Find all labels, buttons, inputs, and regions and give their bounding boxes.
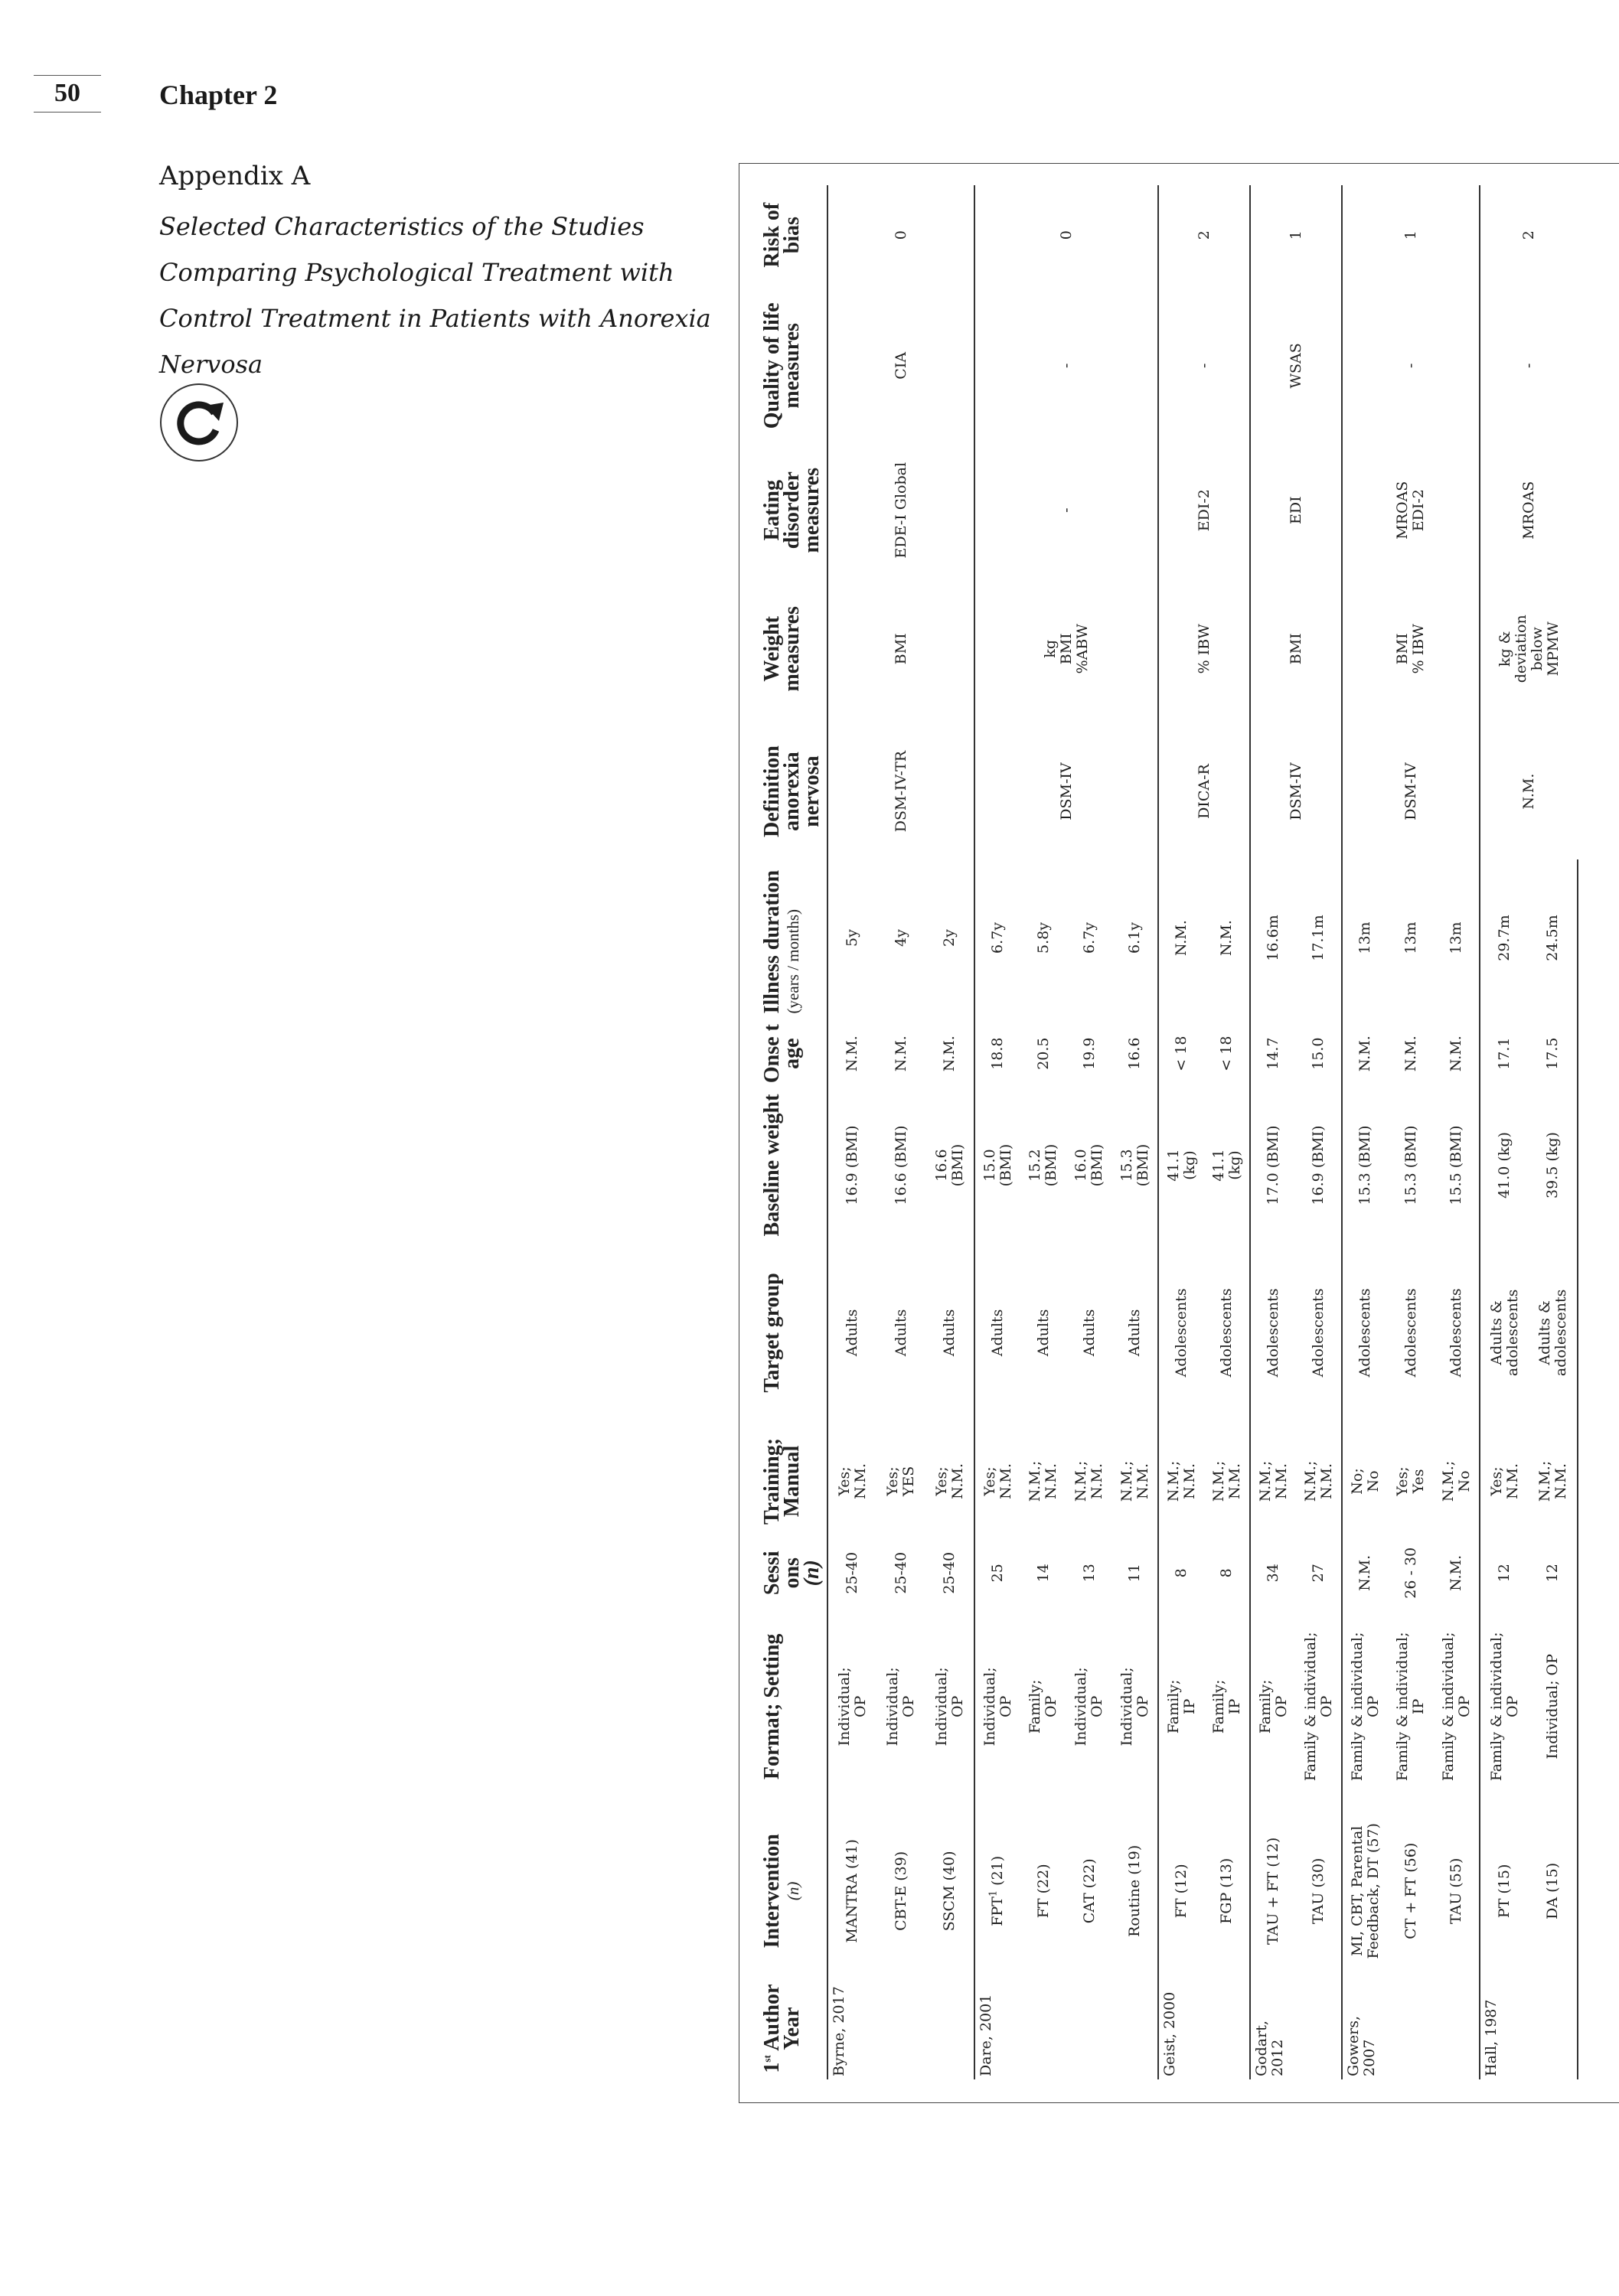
illness-cell: N.M.	[1158, 859, 1204, 1017]
training-cell: N.M.; N.M.	[1027, 1460, 1059, 1502]
onset-cell: N.M.	[892, 1035, 909, 1072]
baseline-cell: 41.0 (kg)	[1480, 1091, 1529, 1240]
sessions-cell: 12	[1480, 1537, 1529, 1609]
onset-cell: N.M.	[827, 1016, 876, 1090]
baseline-cell: 16.9 (BMI)	[827, 1091, 876, 1240]
weight-measures-cell: kg BMI %ABW	[974, 574, 1158, 723]
sessions-cell: 27	[1310, 1564, 1327, 1583]
rotate-clockwise-icon[interactable]	[159, 383, 239, 462]
baseline-cell: 39.5 (kg)	[1529, 1091, 1578, 1240]
qol-measures-cell: -	[1342, 285, 1480, 446]
qol-measures-cell: -	[1480, 285, 1578, 446]
training-cell: N.M.; N.M.	[1158, 1426, 1204, 1538]
onset-cell: 20.5	[1034, 1037, 1052, 1070]
author-cell	[1388, 1978, 1434, 2079]
table-header-row	[762, 185, 827, 2079]
onset-cell: < 18	[1158, 1016, 1204, 1090]
baseline-cell: 15.3 (BMI)	[1118, 1143, 1151, 1187]
qol-measures-cell: WSAS	[1250, 285, 1342, 446]
intervention-cell: CAT (22)	[1080, 1858, 1098, 1924]
intervention-cell: TAU (30)	[1310, 1857, 1327, 1925]
target-cell: Adults	[827, 1240, 876, 1425]
intervention-cell: TAU + FT (12)	[1250, 1804, 1296, 1978]
format-cell: Individual; OP	[827, 1609, 876, 1804]
target-cell: Adolescents	[1448, 1288, 1464, 1378]
target-cell: Adolescents	[1250, 1240, 1296, 1425]
intervention-cell: CT + FT (56)	[1402, 1842, 1419, 1939]
onset-cell: 18.8	[974, 1016, 1020, 1090]
baseline-cell: 15.2 (BMI)	[1027, 1143, 1059, 1187]
definition-cell: DSM-IV-TR	[827, 723, 974, 859]
baseline-cell: 15.5 (BMI)	[1448, 1125, 1464, 1205]
illness-cell: 17.1m	[1310, 915, 1327, 961]
format-cell: Family & individual; OP	[1342, 1609, 1388, 1804]
sessions-cell: 25	[974, 1537, 1020, 1609]
format-cell: Family; OP	[1250, 1609, 1296, 1804]
author-cell	[1066, 1978, 1112, 2079]
training-cell: N.M.; N.M.	[1301, 1460, 1335, 1502]
onset-cell: < 18	[1218, 1035, 1235, 1071]
target-cell: Adolescents	[1310, 1288, 1327, 1378]
author-cell	[1020, 1978, 1066, 2079]
format-cell: Family; IP	[1209, 1679, 1243, 1734]
author-cell: Godart, 2012	[1250, 1978, 1296, 2079]
target-cell: Adolescents	[1158, 1240, 1204, 1425]
intervention-cell: FGP (13)	[1218, 1857, 1235, 1924]
risk-of-bias-cell: 2	[1480, 185, 1578, 285]
eating-measures-cell: MROAS	[1480, 446, 1578, 574]
training-cell: Yes; N.M.	[974, 1426, 1020, 1538]
risk-of-bias-cell: 0	[974, 185, 1158, 285]
risk-of-bias-cell: 2	[1158, 185, 1250, 285]
eating-measures-cell: -	[974, 446, 1158, 574]
qol-measures-cell: -	[1158, 285, 1250, 446]
rotated-table-container	[739, 164, 1619, 2103]
sessions-cell: 26 - 30	[1402, 1547, 1419, 1599]
target-cell: Adults	[941, 1309, 958, 1357]
qol-measures-cell: CIA	[827, 285, 974, 446]
onset-cell: 17.5	[1529, 1016, 1578, 1090]
target-cell: Adolescents	[1218, 1288, 1235, 1378]
sessions-cell: N.M.	[1448, 1554, 1464, 1591]
author-cell: Dare, 2001	[974, 1978, 1020, 2079]
illness-cell: 13m	[1448, 921, 1464, 954]
eating-measures-cell: MROAS EDI-2	[1342, 446, 1480, 574]
target-cell: Adolescents	[1342, 1240, 1388, 1425]
definition-cell: DSM-IV	[1342, 723, 1480, 859]
illness-cell: 29.7m	[1480, 859, 1529, 1017]
table-row	[1480, 185, 1529, 2079]
intervention-cell: Routine (19)	[1126, 1844, 1143, 1937]
baseline-cell: 17.0 (BMI)	[1250, 1091, 1296, 1240]
header-baseline: Baseline weight	[762, 1091, 827, 1240]
author-cell: Hall, 1987	[1480, 1978, 1529, 2079]
training-cell: N.M.; N.M.	[1209, 1460, 1243, 1502]
onset-cell: N.M.	[941, 1035, 958, 1072]
author-cell	[1204, 1978, 1250, 2079]
header-definition: Definition anorexia nervosa	[762, 723, 827, 859]
format-cell: Family; IP	[1158, 1609, 1204, 1804]
baseline-cell: 16.9 (BMI)	[1310, 1125, 1327, 1205]
definition-cell: DSM-IV	[974, 723, 1158, 859]
weight-measures-cell: BMI % IBW	[1342, 574, 1480, 723]
weight-measures-cell: kg & deviation below MPMW	[1480, 574, 1578, 723]
header-target: Target group	[762, 1240, 827, 1425]
illness-cell: 13m	[1402, 921, 1419, 954]
sessions-cell: 13	[1080, 1564, 1098, 1583]
sessions-cell: 14	[1034, 1564, 1052, 1583]
page-number-rule-bottom	[34, 112, 101, 113]
eating-measures-cell: EDE-I Global	[827, 446, 974, 574]
baseline-cell: 15.0 (BMI)	[974, 1091, 1020, 1240]
weight-measures-cell: BMI	[1250, 574, 1342, 723]
onset-cell: 14.7	[1250, 1016, 1296, 1090]
weight-measures-cell: BMI	[827, 574, 974, 723]
target-cell: Adults & adolescents	[1529, 1240, 1578, 1425]
training-cell: N.M.; N.M.	[1118, 1460, 1151, 1502]
header-qol: Quality of life measures	[762, 285, 827, 446]
sessions-cell: N.M.	[1342, 1537, 1388, 1609]
intervention-cell: FT (12)	[1158, 1804, 1204, 1978]
studies-table	[762, 185, 1578, 2079]
format-cell: Individual; OP	[1529, 1609, 1578, 1804]
eating-measures-cell: EDI	[1250, 446, 1342, 574]
illness-cell: 16.6m	[1250, 859, 1296, 1017]
definition-cell: DSM-IV	[1250, 723, 1342, 859]
table-row	[1342, 185, 1388, 2079]
training-cell: N.M.; N.M.	[1250, 1426, 1296, 1538]
intervention-cell: MANTRA (41)	[827, 1804, 876, 1978]
training-cell: N.M.; N.M.	[1529, 1426, 1578, 1538]
risk-of-bias-cell: 0	[827, 185, 974, 285]
target-cell: Adults	[974, 1240, 1020, 1425]
page-number-rule-top	[34, 75, 101, 76]
target-cell: Adults	[1126, 1309, 1143, 1357]
studies-table-frame	[739, 163, 1619, 2103]
format-cell: Family; OP	[1027, 1679, 1059, 1734]
illness-cell: 6.1y	[1126, 922, 1143, 954]
definition-cell: DICA-R	[1158, 723, 1250, 859]
format-cell: Individual; OP	[884, 1667, 917, 1746]
author-cell: Byrne, 2017	[827, 1978, 876, 2079]
onset-cell: 15.0	[1310, 1037, 1327, 1070]
risk-of-bias-cell: 1	[1250, 185, 1342, 285]
baseline-cell: 16.6 (BMI)	[932, 1143, 966, 1187]
qol-measures-cell: -	[974, 285, 1158, 446]
illness-cell: 4y	[892, 929, 909, 947]
author-cell	[876, 1978, 925, 2079]
format-cell: Individual; OP	[974, 1609, 1020, 1804]
training-cell: No; No	[1342, 1426, 1388, 1538]
header-intervention: Intervention (n)	[762, 1804, 827, 1978]
author-cell: Gowers, 2007	[1342, 1978, 1388, 2079]
eating-measures-cell: EDI-2	[1158, 446, 1250, 574]
table-row	[974, 185, 1020, 2079]
format-cell: Individual; OP	[1118, 1667, 1151, 1746]
training-cell: Yes; N.M.	[1480, 1426, 1529, 1538]
training-cell: N.M.; N.M.	[1072, 1460, 1105, 1502]
illness-cell: 6.7y	[1080, 922, 1098, 954]
header-format: Format; Setting	[762, 1609, 827, 1804]
intervention-cell: MI, CBT, Parental Feedback, DT (57)	[1342, 1804, 1388, 1978]
illness-cell: 5.8y	[1034, 922, 1052, 954]
header-author: 1st Author Year	[762, 1978, 827, 2079]
target-cell: Adults	[892, 1309, 909, 1357]
author-cell	[1529, 1978, 1578, 2079]
format-cell: Family & individual; OP	[1301, 1632, 1335, 1782]
header-sessions: Sessi ons (n)	[762, 1537, 827, 1609]
header-weight: Weight measures	[762, 574, 827, 723]
target-cell: Adults	[1080, 1309, 1098, 1357]
target-cell: Adults	[1034, 1309, 1052, 1357]
sessions-cell: 8	[1218, 1568, 1235, 1578]
target-cell: Adolescents	[1402, 1288, 1419, 1378]
baseline-cell: 41.1 (kg)	[1209, 1149, 1243, 1182]
onset-cell: 17.1	[1480, 1016, 1529, 1090]
intervention-cell: CBT-E (39)	[892, 1851, 909, 1931]
baseline-cell: 16.6 (BMI)	[892, 1125, 909, 1205]
format-cell: Individual; OP	[932, 1667, 966, 1746]
intervention-cell: FT (22)	[1034, 1864, 1052, 1919]
baseline-cell: 16.0 (BMI)	[1072, 1143, 1105, 1187]
illness-cell: 6.7y	[974, 859, 1020, 1017]
author-cell	[1296, 1978, 1342, 2079]
table-row	[1250, 185, 1296, 2079]
weight-measures-cell: % IBW	[1158, 574, 1250, 723]
sessions-cell: 11	[1126, 1564, 1143, 1583]
format-cell: Family & individual; IP	[1394, 1632, 1427, 1782]
illness-cell: 2y	[941, 929, 958, 947]
sessions-cell: 25-40	[827, 1537, 876, 1609]
intervention-cell: FPT$^1$ (21)	[974, 1804, 1020, 1978]
onset-cell: N.M.	[1448, 1035, 1464, 1072]
format-cell: Family & individual; OP	[1480, 1609, 1529, 1804]
onset-cell: 19.9	[1080, 1037, 1098, 1070]
author-cell	[925, 1978, 974, 2079]
author-cell: Geist, 2000	[1158, 1978, 1204, 2079]
format-cell: Family & individual; OP	[1439, 1632, 1473, 1782]
header-risk: Risk of bias	[762, 185, 827, 285]
header-onset: Onse t age	[762, 1016, 827, 1090]
intervention-cell: DA (15)	[1529, 1804, 1578, 1978]
page-number: 50	[54, 79, 80, 107]
intervention-cell: TAU (55)	[1448, 1857, 1464, 1925]
table-row	[1158, 185, 1204, 2079]
training-cell: Yes; Yes	[1394, 1466, 1427, 1496]
sessions-cell: 25-40	[892, 1551, 909, 1594]
target-cell: Adults & adolescents	[1480, 1240, 1529, 1425]
header-training: Training; Manual	[762, 1426, 827, 1538]
baseline-cell: 15.3 (BMI)	[1342, 1091, 1388, 1240]
appendix-title: Appendix A	[159, 161, 311, 191]
training-cell: N.M.; No	[1439, 1460, 1473, 1502]
onset-cell: N.M.	[1402, 1035, 1419, 1072]
baseline-cell: 15.3 (BMI)	[1402, 1125, 1419, 1205]
sessions-cell: 25-40	[941, 1551, 958, 1594]
appendix-subtitle: Selected Characteristics of the Studies Comparing Psychological Treatment with Control Treatment in Patients with Anorexia Nervosa	[159, 212, 711, 379]
format-cell: Individual; OP	[1072, 1667, 1105, 1746]
illness-cell: 24.5m	[1529, 859, 1578, 1017]
risk-of-bias-cell: 1	[1342, 185, 1480, 285]
training-cell: Yes; N.M.	[827, 1426, 876, 1538]
definition-cell: N.M.	[1480, 723, 1578, 859]
intervention-cell: PT (15)	[1480, 1804, 1529, 1978]
author-cell	[1112, 1978, 1158, 2079]
intervention-cell: SSCM (40)	[941, 1851, 958, 1932]
sessions-cell: 8	[1158, 1537, 1204, 1609]
author-cell	[1434, 1978, 1480, 2079]
training-cell: Yes; YES	[884, 1466, 917, 1497]
onset-cell: N.M.	[1342, 1016, 1388, 1090]
sessions-cell: 12	[1529, 1537, 1578, 1609]
training-cell: Yes; N.M.	[932, 1463, 966, 1499]
header-illness: Illness duration (years / months)	[762, 859, 827, 1017]
baseline-cell: 41.1 (kg)	[1158, 1091, 1204, 1240]
header-eating: Eating disorder measures	[762, 446, 827, 574]
sessions-cell: 34	[1250, 1537, 1296, 1609]
table-row	[827, 185, 876, 2079]
onset-cell: 16.6	[1126, 1037, 1143, 1070]
illness-cell: N.M.	[1218, 920, 1235, 957]
illness-cell: 5y	[827, 859, 876, 1017]
chapter-title: Chapter 2	[159, 80, 278, 110]
illness-cell: 13m	[1342, 859, 1388, 1017]
